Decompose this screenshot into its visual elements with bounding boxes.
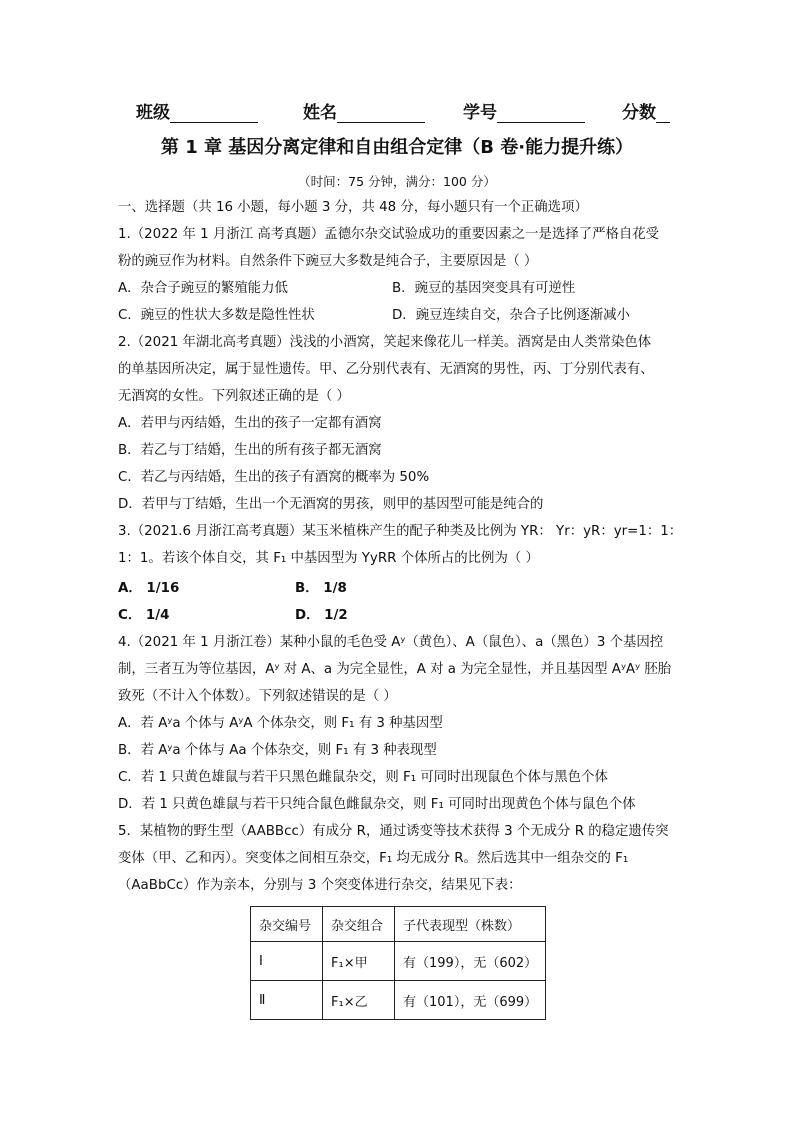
class-label: 班级 <box>136 103 170 123</box>
q3-stem-line2: 1：1。若该个体自交，其 F₁ 中基因型为 YyRR 个体所占的比例为（ ） <box>118 551 539 566</box>
q2-option-d[interactable]: D．若甲与丁结婚，生出一个无酒窝的男孩，则甲的基因型可能是纯合的 <box>118 497 544 512</box>
table-header-row <box>251 907 546 942</box>
table-cell: 有（199），无（602） <box>395 942 546 981</box>
q2-stem-line3: 无酒窝的女性。下列叙述正确的是（ ） <box>118 389 350 404</box>
q1-option-b[interactable]: B．豌豆的基因突变具有可逆性 <box>392 281 576 296</box>
document-subtitle: （时间：75 分钟，满分：100 分） <box>298 174 496 189</box>
q1-stem-line2: 粉的豌豆作为材料。自然条件下豌豆大多数是纯合子，主要原因是（ ） <box>118 254 538 269</box>
student-info-header <box>0 98 794 122</box>
q4-option-a[interactable]: A．若 Aʸa 个体与 AʸA 个体杂交，则 F₁ 有 3 种基因型 <box>118 716 443 731</box>
table-cell: Ⅱ <box>251 981 323 1020</box>
q5-stem-line2: 变体（甲、乙和丙）。突变体之间相互杂交，F₁ 均无成分 R。然后选其中一组杂交的 F₁ <box>118 851 629 866</box>
class-field[interactable] <box>136 98 258 123</box>
student-id-field[interactable] <box>463 98 585 123</box>
section-heading: 一、选择题（共 16 小题，每小题 3 分，共 48 分，每小题只有一个正确选项） <box>118 200 588 215</box>
q4-stem-line3: 致死（不计入个体数）。下列叙述错误的是（ ） <box>118 689 397 704</box>
q4-option-c[interactable]: C．若 1 只黄色雄鼠与若干只黑色雌鼠杂交，则 F₁ 可同时出现鼠色个体与黑色个体 <box>118 770 608 785</box>
name-blank[interactable] <box>337 104 425 123</box>
q1-option-c[interactable]: C．豌豆的性状大多数是隐性性状 <box>118 308 315 323</box>
table-cell: Ⅰ <box>251 942 323 981</box>
table-row <box>251 942 546 981</box>
q1-option-a[interactable]: A．杂合子豌豆的繁殖能力低 <box>118 281 288 296</box>
q4-option-d[interactable]: D．若 1 只黄色雄鼠与若干只纯合鼠色雌鼠杂交，则 F₁ 可同时出现黄色个体与鼠色个体 <box>118 797 636 812</box>
score-field[interactable] <box>622 98 670 123</box>
q3-option-c[interactable]: C． 1/4 <box>118 608 170 623</box>
q1-stem-line1: 1.（2022 年 1 月浙江 高考真题）孟德尔杂交试验成功的重要因素之一是选择了严格自花受 <box>118 227 660 242</box>
score-blank[interactable] <box>656 104 670 123</box>
table-row <box>251 981 546 1020</box>
table-cell: 有（101），无（699） <box>395 981 546 1020</box>
table-header-cell: 杂交组合 <box>323 907 395 942</box>
table-cell: F₁×乙 <box>323 981 395 1020</box>
q2-option-a[interactable]: A．若甲与丙结婚，生出的孩子一定都有酒窝 <box>118 416 382 431</box>
q4-option-b[interactable]: B．若 Aʸa 个体与 Aa 个体杂交，则 F₁ 有 3 种表现型 <box>118 743 437 758</box>
q5-stem-line1: 5．某植物的野生型（AABBcc）有成分 R，通过诱变等技术获得 3 个无成分 R 的稳定遗传突 <box>118 824 669 839</box>
q1-option-d[interactable]: D．豌豆连续自交，杂合子比例逐渐减小 <box>392 308 630 323</box>
name-field[interactable] <box>303 98 425 123</box>
q3-option-b[interactable]: B． 1/8 <box>295 581 347 596</box>
table-header-cell: 子代表现型（株数） <box>395 907 546 942</box>
q3-stem-line1: 3.（2021.6 月浙江高考真题）某玉米植株产生的配子种类及比例为 YR： Yr：yR：yr=1：1： <box>118 524 683 539</box>
student-id-blank[interactable] <box>497 104 585 123</box>
student-id-label: 学号 <box>463 103 497 123</box>
q2-option-c[interactable]: C．若乙与丙结婚，生出的孩子有酒窝的概率为 50% <box>118 470 430 485</box>
table-header-cell: 杂交编号 <box>251 907 323 942</box>
q4-stem-line1: 4.（2021 年 1 月浙江卷）某种小鼠的毛色受 Aʸ（黄色）、A（鼠色）、a（黑色）3 个基因控 <box>118 635 664 650</box>
table-cell: F₁×甲 <box>323 942 395 981</box>
q3-option-a[interactable]: A． 1/16 <box>118 581 180 596</box>
name-label: 姓名 <box>303 103 337 123</box>
q3-option-d[interactable]: D． 1/2 <box>295 608 348 623</box>
cross-results-table <box>250 906 546 1020</box>
document-title: 第 1 章 基因分离定律和自由组合定律（B 卷·能力提升练） <box>160 137 634 158</box>
q5-stem-line3: （AaBbCc）作为亲本，分别与 3 个突变体进行杂交，结果见下表： <box>118 878 522 893</box>
q2-option-b[interactable]: B．若乙与丁结婚，生出的所有孩子都无酒窝 <box>118 443 382 458</box>
q4-stem-line2: 制，三者互为等位基因，Aʸ 对 A、a 为完全显性，A 对 a 为完全显性，并且基因型 AʸAʸ 胚胎 <box>118 662 672 677</box>
score-label: 分数 <box>622 103 656 123</box>
class-blank[interactable] <box>170 104 258 123</box>
q2-stem-line1: 2.（2021 年湖北高考真题）浅浅的小酒窝，笑起来像花儿一样美。酒窝是由人类常染色体 <box>118 335 652 350</box>
q2-stem-line2: 的单基因所决定，属于显性遗传。甲、乙分别代表有、无酒窝的男性，丙、丁分别代表有、 <box>118 362 654 377</box>
